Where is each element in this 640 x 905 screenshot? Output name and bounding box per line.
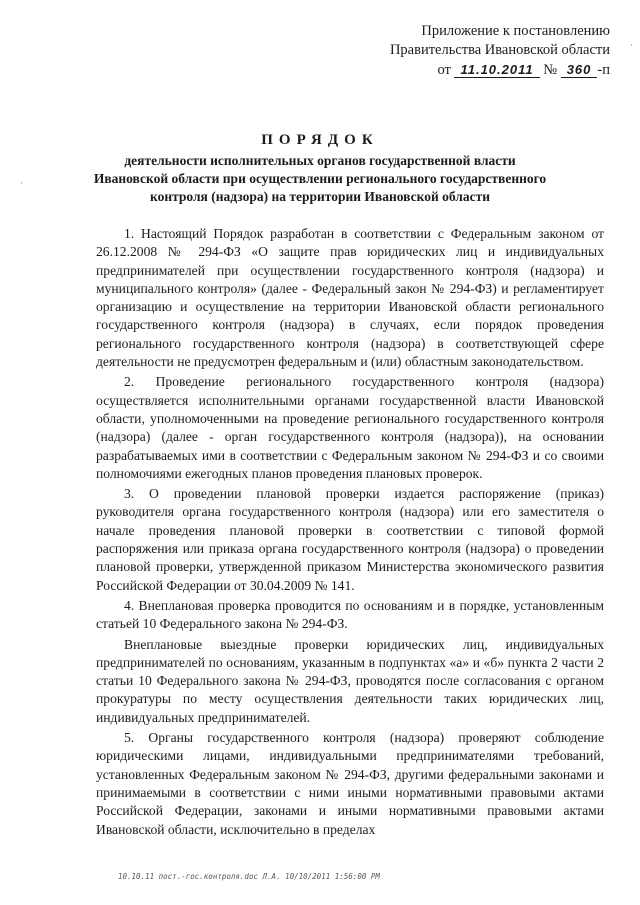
number-suffix: -п [597, 62, 610, 78]
paragraph-3: 3. О проведении плановой проверки издается распоряжение (приказ) руководителя органа государственного контроля (надзора) или его заместителя о начале проведения плановой проверки в соответствии с типовой формой распоряжения или приказа органа государственного контроля (надзора) о проведении плановой проверки, утвержденной приказом Министерства экономического развития Российской Федерации от 30.04.2009 № 141. [96, 486, 604, 593]
paragraph-1: 1. Настоящий Порядок разработан в соответствии с Федеральным законом от 26.12.2008 № 294-ФЗ «О защите прав юридических лиц и индивидуальных предпринимателей при осуществлении государственного контроля (надзора) и муниципального контроля» (далее - Федеральный закон № 294-ФЗ) и регламентирует организацию и осуществление на территории Ивановской области регионального государственного контроля (надзора) в случаях, если порядок проведения регионального государственного контроля (надзора) в соответствующей сфере деятельности не предусмотрен федеральным и (или) областным законодательством. [96, 226, 604, 370]
handwritten-number: 360 [561, 62, 598, 78]
paragraph-2: 2. Проведение регионального государственного контроля (надзора) осуществляется исполнительными органами государственной власти Ивановской области, уполномоченными на проведение регионального государственного контроля (надзора) (далее - орган государственного контроля (надзора)), на основании разрабатываемых ими в соответствии с Федеральным законом № 294-ФЗ и со своими полномочиями ежегодных планов проведения плановых проверок. [96, 374, 604, 481]
document-body [96, 225, 604, 841]
scan-speck: · [20, 178, 23, 188]
paragraph-4: 4. Внеплановая проверка проводится по основаниям и в порядке, установленным статьей 10 Федерального закона № 294-ФЗ. [96, 597, 604, 632]
approval-header [390, 22, 610, 80]
date-prefix: от [437, 62, 451, 78]
header-date-line [390, 60, 610, 80]
document-title: ПОРЯДОК [261, 132, 379, 148]
scan-speck: · [630, 40, 633, 50]
file-footer: 10.10.11 пост.-гос.контроля.doc Л.А. 10/10/2011 1:56:00 PM [118, 872, 380, 881]
header-line-1: Приложение к постановлению [421, 23, 610, 39]
document-subtitle: деятельности исполнительных органов государственной власти Ивановской области при осуществлении регионального государственного контроля (надзора) на территории Ивановской области [93, 153, 547, 204]
handwritten-date: 11.10.2011 [454, 62, 539, 78]
header-line-2: Правительства Ивановской области [389, 42, 610, 58]
paragraph-5: 5. Органы государственного контроля (надзора) проверяют соблюдение юридическими лицами, индивидуальными предпринимателями требований, установленных Федеральным законом № 294-ФЗ, другими федеральными законами и принимаемыми в соответствии с ними иными нормативными правовыми актами Российской Федерации, законами и иными нормативными правовыми актами Ивановской области, исключительно в пределах [96, 730, 604, 837]
number-label: № [543, 62, 558, 78]
paragraph-4-continued: Внеплановые выездные проверки юридических лиц, индивидуальных предпринимателей по основаниям, указанным в подпунктах «а» и «б» пункта 2 части 2 статьи 10 Федерального закона № 294-ФЗ, проводятся после согласования с органом прокуратуры по месту осуществления деятельности таких юридических лиц, индивидуальных предпринимателей. [96, 636, 604, 725]
